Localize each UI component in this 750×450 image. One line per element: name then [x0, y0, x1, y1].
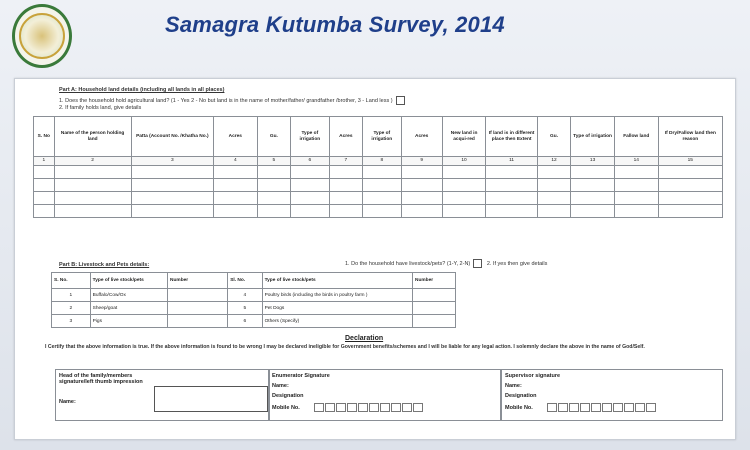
col-gu: Gu. [257, 117, 290, 157]
part-a-question-1: 1. Does the household hold agricultural land? (1 - Yes 2 - No but land is in the name of mother/father/ grandfather /brother, 3 - Land less ) [59, 96, 405, 105]
col-extent: If land is in different place then Extent [486, 117, 537, 157]
col-slno: Sl. No. [228, 273, 262, 289]
part-b-questions: 1. Do the household have livestock/pets? (1-Y, 2-N) 2. If yes then give details [345, 260, 548, 267]
name-label: Name: [59, 399, 76, 405]
col-sno: S. No [34, 117, 55, 157]
col-number: Number [168, 273, 228, 289]
head-signature-label: Head of the family/members signature/left thumb impression [59, 373, 143, 385]
col-type: Type of live stock/pets [90, 273, 167, 289]
column-number-row: 1 2 3 4 5 6 7 8 9 10 11 12 13 14 15 [34, 157, 723, 166]
enumerator-name-label: Name: [272, 383, 289, 389]
col-patta: Patta (Account No. /Khatha No.) [131, 117, 213, 157]
col-sno: S. No. [52, 273, 91, 289]
declaration-text: I Certify that the above information is true. If the above information is found to be wrong I may be declared ineligible for Government benefits/schemes and I will be liable for any legal action. I solemnly declare the above in the name of God/Self. [45, 344, 645, 350]
page-title: Samagra Kutumba Survey, 2014 [165, 12, 505, 37]
supervisor-mobile-field[interactable]: Mobile No. [505, 403, 719, 412]
land-checkbox[interactable] [396, 96, 405, 105]
supervisor-signature-block [501, 369, 723, 421]
part-a-question-2: 2. If family holds land, give details [59, 105, 142, 111]
col-irrigation: Type of irrigation [291, 117, 330, 157]
col-acres: Acres [213, 117, 257, 157]
table-row[interactable] [34, 205, 723, 218]
col-number-2: Number [412, 273, 455, 289]
enumerator-mobile-field[interactable]: Mobile No. [272, 403, 497, 412]
table-row[interactable] [34, 179, 723, 192]
thumb-impression-box[interactable] [154, 386, 268, 412]
land-details-table: S. No Name of the person holding land Patta (Account No. /Khatha No.) Acres Gu. Type of irrigation Acres Type of irrigation Acres New land in acqui-red If land is in different place then Extent Gu. Type of irrigation Fallow land If Dry/Fallow land then reason 1 2 3 4 5 6 7 8 9 10 11 12 13 14 15 [33, 116, 723, 218]
table-row[interactable] [34, 192, 723, 205]
enumerator-designation-label: Designation [272, 393, 304, 399]
supervisor-name-label: Name: [505, 383, 522, 389]
livestock-table [51, 272, 456, 328]
part-b-heading: Part B: Livestock and Pets details: [59, 262, 150, 268]
col-name: Name of the person holding land [54, 117, 131, 157]
head-signature-block [55, 369, 270, 421]
livestock-checkbox[interactable] [473, 259, 482, 268]
enumerator-signature-block [268, 369, 501, 421]
table-row[interactable]: 2 Sheep/goat 5 Pet Dogs [52, 302, 456, 315]
table-row[interactable]: 3 Pigs 6 Others (Specify) [52, 315, 456, 328]
col-type-2: Type of live stock/pets [262, 273, 412, 289]
col-reason: If Dry/Fallow land then reason [658, 117, 722, 157]
col-new-land: New land in acqui-red [442, 117, 486, 157]
table-row[interactable] [34, 166, 723, 179]
supervisor-designation-label: Designation [505, 393, 537, 399]
survey-form-sheet [14, 78, 736, 440]
table-row[interactable]: 1 Buffalo/Cow/Ox 4 Poultry birds (including the birds in poultry farm ) [52, 289, 456, 302]
part-a-heading: Part A: Household land details (including all lands in all places) [59, 87, 225, 93]
declaration-title: Declaration [345, 335, 384, 342]
enumerator-label: Enumerator Signature [272, 373, 330, 379]
telangana-emblem-logo [12, 4, 72, 68]
supervisor-label: Supervisor signature [505, 373, 561, 379]
